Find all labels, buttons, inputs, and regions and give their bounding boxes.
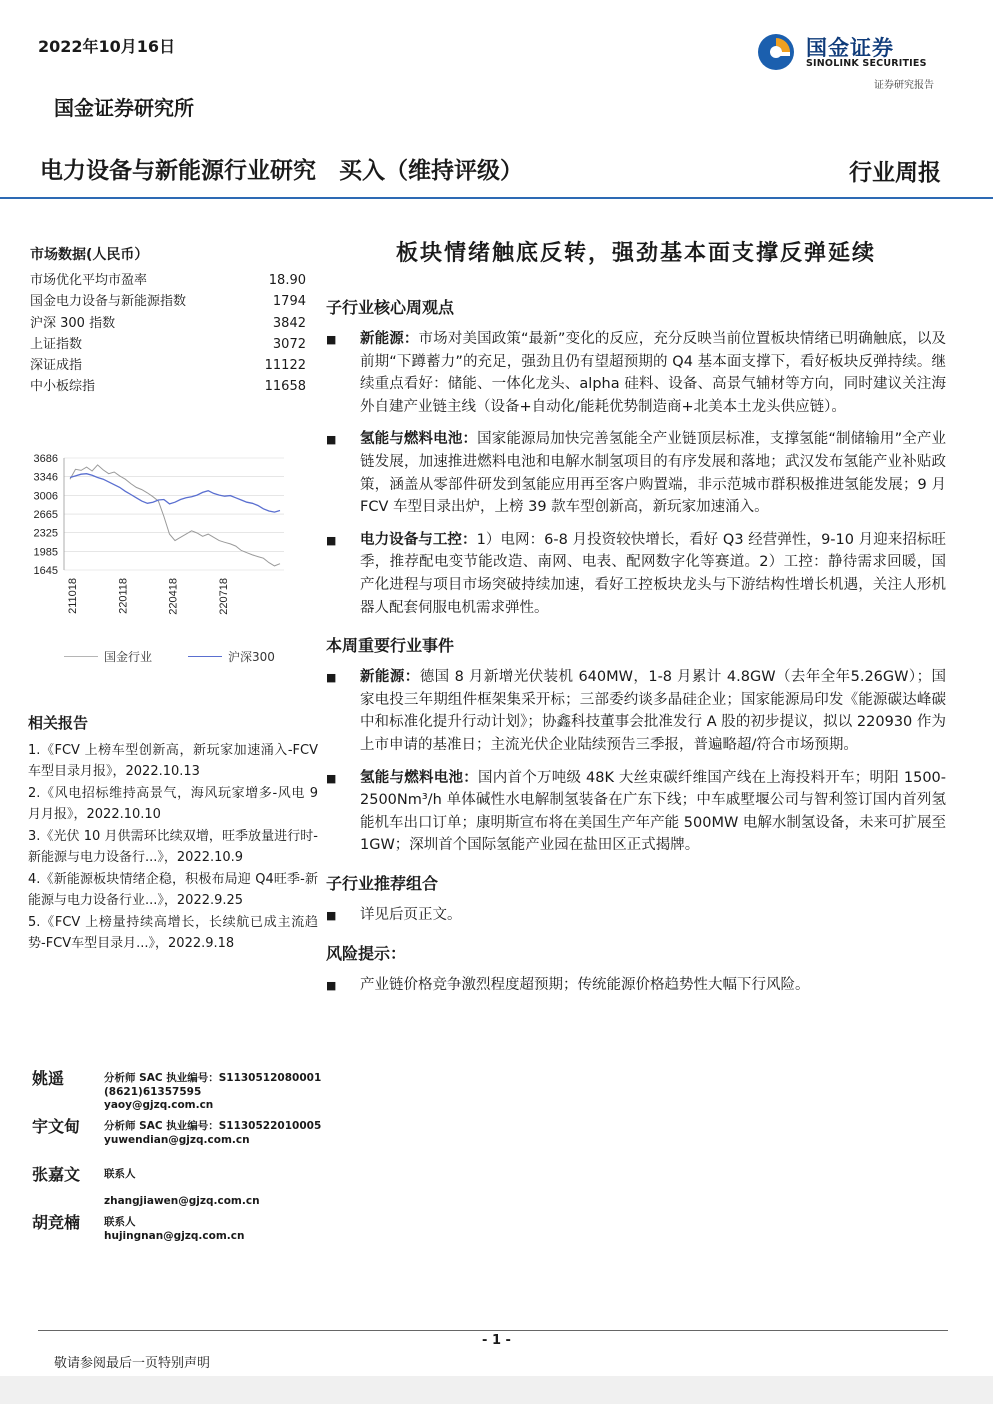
bullet-text bbox=[360, 529, 946, 619]
page-number: - 1 - bbox=[482, 1333, 511, 1348]
analyst-name: 姚遥 bbox=[32, 1069, 65, 1088]
header-divider bbox=[0, 197, 993, 199]
bullet-body: 详见后页正文。 bbox=[360, 906, 462, 923]
analyst-info-line1: 分析师 SAC 执业编号：S1130522010005 bbox=[104, 1120, 322, 1132]
analyst-name: 胡竞楠 bbox=[32, 1213, 81, 1232]
market-data-value: 3072 bbox=[272, 336, 306, 352]
market-data-label: 市场优化平均市盈率 bbox=[30, 273, 148, 288]
document-title: 板块情绪触底反转，强劲基本面支撑反弹延续 bbox=[395, 240, 876, 266]
bullet-body: 1）电网：6-8 月投资较快增长，看好 Q3 经营弹性，9-10 月迎来招标旺季，推荐配电变节能改造、南网、电表、配网数字化等赛道。2）工控：静待需求回暖，国产化进程与项目市场突破持续加速，看好工控板块龙头与下游结构性增长机遇，关注人形机器人配套伺服电机需求弹性。 bbox=[360, 531, 947, 616]
market-data-label: 国金电力设备与新能源指数 bbox=[30, 294, 187, 310]
section-heading: 子行业核心周观点 bbox=[326, 298, 455, 317]
market-data-row bbox=[30, 270, 310, 291]
analyst-info-line3[interactable]: yaoy@gjzq.com.cn bbox=[104, 1099, 214, 1111]
analyst-info-line1: 分析师 SAC 执业编号：S1130512080001 bbox=[104, 1072, 322, 1084]
legend-swatch-hs300 bbox=[188, 656, 222, 657]
y-tick-label: 3006 bbox=[33, 490, 58, 503]
market-data-row bbox=[30, 376, 310, 397]
legend-swatch-industry bbox=[64, 656, 98, 657]
bullet-item bbox=[326, 428, 946, 518]
bullet-item bbox=[326, 974, 946, 998]
bullet-item bbox=[326, 904, 946, 928]
market-data-value: 18.90 bbox=[268, 273, 306, 288]
y-tick-label: 3686 bbox=[33, 453, 58, 465]
analyst-info-line2[interactable] bbox=[104, 1182, 260, 1196]
bullet-item bbox=[326, 328, 946, 418]
bullet-item bbox=[326, 767, 946, 857]
report-type: 行业周报 bbox=[849, 159, 941, 186]
analyst-entry bbox=[32, 1114, 322, 1162]
y-tick-label: 2325 bbox=[33, 527, 58, 540]
series-line-hs300 bbox=[70, 474, 280, 512]
footer-divider bbox=[38, 1330, 948, 1331]
bullet-square-icon: ■ bbox=[326, 908, 337, 922]
market-data-label: 中小板综指 bbox=[30, 379, 96, 395]
bullet-text bbox=[360, 904, 946, 928]
y-tick-label: 2665 bbox=[33, 509, 58, 522]
market-data-table bbox=[30, 270, 310, 398]
legend-item-industry bbox=[64, 648, 152, 665]
analyst-info bbox=[104, 1072, 321, 1113]
industry-rating-headline: 电力设备与新能源行业研究 买入（维持评级） bbox=[40, 158, 523, 184]
market-data-value: 11122 bbox=[264, 358, 306, 374]
bullet-square-icon: ■ bbox=[326, 533, 337, 547]
bullet-item bbox=[326, 666, 946, 756]
market-data-value: 11658 bbox=[264, 379, 306, 395]
analyst-info-line3[interactable]: zhangjiawen@gjzq.com.cn bbox=[104, 1195, 260, 1207]
related-reports-list bbox=[28, 741, 318, 954]
market-data-label: 沪深 300 指数 bbox=[30, 315, 116, 331]
analyst-info-line3[interactable] bbox=[104, 1147, 321, 1161]
section-heading: 风险提示： bbox=[326, 944, 407, 964]
market-data-row bbox=[30, 313, 310, 334]
main-sections bbox=[326, 295, 946, 1012]
bullet-square-icon: ■ bbox=[326, 433, 337, 447]
y-tick-label: 1985 bbox=[33, 546, 58, 559]
analyst-entry bbox=[32, 1162, 322, 1210]
x-tick-label: 220118 bbox=[117, 578, 130, 614]
x-tick-label: 211018 bbox=[67, 578, 79, 614]
analyst-info-line2[interactable]: yuwendian@gjzq.com.cn bbox=[104, 1133, 250, 1146]
bullet-lead: 氢能与燃料电池： bbox=[360, 431, 478, 448]
analyst-info bbox=[104, 1168, 260, 1209]
legend-label-industry: 国金行业 bbox=[104, 650, 153, 664]
bullet-square-icon: ■ bbox=[326, 771, 337, 785]
analyst-name: 宇文甸 bbox=[32, 1117, 81, 1136]
analyst-info-line1: 联系人 bbox=[104, 1168, 136, 1180]
analyst-info-line3[interactable] bbox=[104, 1243, 244, 1257]
sinolink-logo-icon bbox=[756, 32, 796, 72]
bullet-lead: 新能源： bbox=[360, 669, 420, 686]
analyst-info-line2[interactable]: (8621)61357595 bbox=[104, 1085, 202, 1098]
bullet-square-icon: ■ bbox=[326, 979, 337, 993]
bullet-body: 产业链价格竞争激烈程度超预期；传统能源价格趋势性大幅下行风险。 bbox=[360, 977, 810, 994]
institute-name: 国金证券研究所 bbox=[54, 96, 194, 120]
y-tick-label: 1645 bbox=[33, 565, 58, 577]
market-data-value: 1794 bbox=[272, 294, 306, 310]
analyst-info-line1: 联系人 bbox=[104, 1216, 136, 1228]
market-data-row bbox=[30, 355, 310, 376]
market-data-panel bbox=[30, 244, 310, 398]
bullet-text bbox=[360, 666, 946, 756]
legend-label-hs300: 沪深300 bbox=[228, 650, 275, 664]
market-data-label: 深证成指 bbox=[30, 358, 83, 374]
bullet-text bbox=[360, 328, 946, 418]
bullet-lead: 氢能与燃料电池： bbox=[360, 769, 478, 786]
bullet-text bbox=[360, 428, 946, 518]
x-tick-label: 220418 bbox=[167, 578, 180, 615]
logo-subtitle: 证券研究报告 bbox=[874, 80, 934, 91]
bullet-text bbox=[360, 767, 946, 857]
sinolink-logo bbox=[756, 30, 946, 94]
bullet-text bbox=[360, 974, 946, 998]
section-heading: 本周重要行业事件 bbox=[326, 636, 455, 656]
market-data-row bbox=[30, 291, 310, 312]
page-bottom-band bbox=[0, 1376, 993, 1404]
bullet-body: 国家能源局加快完善氢能全产业链顶层标准，支撑氢能“制储输用”全产业链发展，加速推进燃料电池和电解水制氢项目的有序发展和落地；武汉发布氢能产业补贴政策，涵盖从零部件研发到氢能应用再至客户购置端，非示范城市群积极推进氢能发展；9 月 FCV 车型目录出炉，上榜 39 款车型创新高，新玩家加速涌入。 bbox=[360, 431, 946, 516]
market-data-title: 市场数据(人民币） bbox=[30, 247, 149, 263]
analyst-entry bbox=[32, 1210, 322, 1258]
bullet-square-icon: ■ bbox=[326, 671, 337, 685]
analyst-info bbox=[104, 1120, 321, 1161]
related-reports-title: 相关报告 bbox=[28, 714, 89, 732]
bullet-body: 德国 8 月新增光伏装机 640MW，1-8 月累计 4.8GW（去年全年5.26GW）；国家电投三年期组件框架集采开标；三部委约谈多晶硅企业；国家能源局印发《能源碳达峰碳中和标准化提升行动计划》；协鑫科技董事会批准发行 A 股的初步提议，拟以 220930 作为上市申请的基准日；主流光伏企业陆续预告三季报，普遍略超/符合市场预期。 bbox=[360, 669, 947, 753]
analyst-list bbox=[32, 1066, 322, 1258]
related-report-item[interactable]: 2.《风电招标维持高景气，海风玩家增多-风电 9 月月报》，2022.10.10 bbox=[28, 786, 318, 822]
x-tick-label: 220718 bbox=[217, 578, 230, 615]
section-heading: 子行业推荐组合 bbox=[326, 873, 439, 893]
related-report-item[interactable]: 1.《FCV 上榜车型创新高，新玩家加速涌入-FCV车型目录月报》，2022.10.13 bbox=[28, 743, 318, 779]
analyst-info bbox=[104, 1216, 244, 1257]
series-line-industry bbox=[70, 465, 280, 566]
analyst-entry bbox=[32, 1066, 322, 1114]
bullet-body: 市场对美国政策“最新”变化的反应，充分反映当前位置板块情绪已明确触底，以及前期“下蹲蓄力”的充足，强劲且仍有望超预期的 Q4 基本面支撑下，看好板块反弹持续。继续重点看好：储能、一体化龙头、alpha 硅料、设备、高景气辅材等方向，同时建议关注海外自建产业链主线（设备+自动化/能耗优势制造商+北美本土龙头供应链）。 bbox=[360, 331, 946, 415]
analyst-name: 张嘉文 bbox=[32, 1165, 81, 1184]
related-report-item[interactable]: 3.《光伏 10 月供需环比续双增，旺季放量进行时-新能源与电力设备行...》，2022.10.9 bbox=[28, 829, 318, 865]
logo-name-en: SINOLINK SECURITIES bbox=[806, 58, 927, 69]
bullet-lead: 电力设备与工控： bbox=[360, 531, 477, 548]
market-data-value: 3842 bbox=[272, 315, 306, 331]
footer-disclaimer: 敬请参阅最后一页特别声明 bbox=[54, 1356, 211, 1371]
bullet-item bbox=[326, 529, 946, 619]
y-tick-label: 3346 bbox=[33, 471, 58, 484]
chart-legend bbox=[64, 648, 275, 665]
related-reports bbox=[28, 712, 318, 956]
main-content bbox=[326, 236, 946, 1012]
index-chart bbox=[28, 446, 290, 626]
index-chart-svg bbox=[28, 446, 290, 626]
logo-name-cn: 国金证券 bbox=[806, 36, 894, 60]
bullet-body: 国内首个万吨级 48K 大丝束碳纤维国产线在上海投料开车；明阳 1500-2500Nm³/h 单体碱性水电解制氢装备在广东下线；中车戚墅堰公司与智利签订国内首列氢能机车出口订单；康明斯宣布将在美国生产年产能 500MW 电解水制氢设备，未来可扩展至 1GW；深圳首个国际氢能产业园在盐田区正式揭牌。 bbox=[360, 769, 947, 854]
market-data-row bbox=[30, 334, 310, 355]
market-data-label: 上证指数 bbox=[30, 336, 83, 352]
bullet-square-icon: ■ bbox=[326, 333, 337, 346]
related-report-item[interactable]: 4.《新能源板块情绪企稳，积极布局迎 Q4旺季-新能源与电力设备行业...》，2022.9.25 bbox=[28, 872, 318, 908]
bullet-lead: 新能源： bbox=[360, 331, 419, 347]
analyst-info-line2[interactable]: hujingnan@gjzq.com.cn bbox=[104, 1229, 245, 1242]
related-report-item[interactable]: 5.《FCV 上榜量持续高增长，长续航已成主流趋势-FCV车型目录月...》，2022.9.18 bbox=[28, 915, 318, 951]
legend-item-hs300 bbox=[188, 648, 275, 665]
report-date: 2022年10月16日 bbox=[38, 37, 176, 56]
